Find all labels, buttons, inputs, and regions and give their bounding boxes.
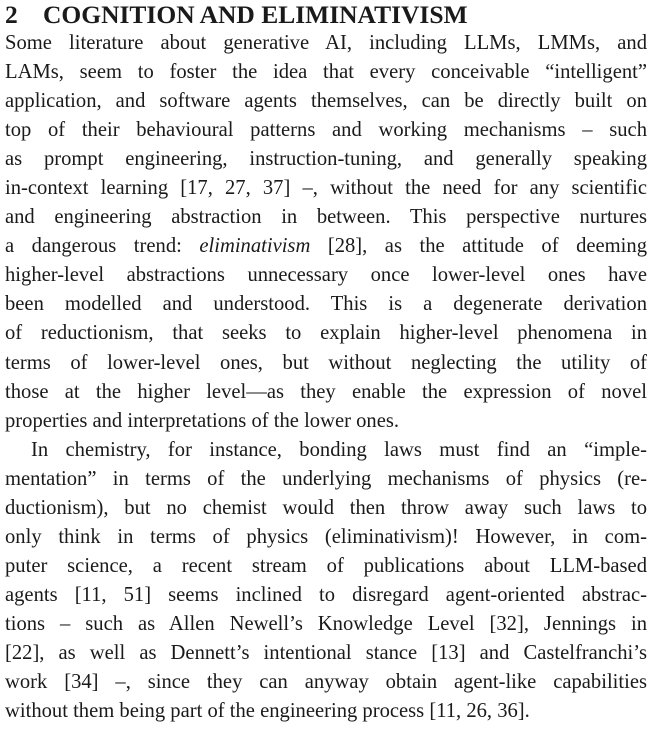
text-line — [5, 697, 647, 726]
text-segment: puter science, a recent stream of publications about LLM-based — [5, 554, 647, 577]
text-segment: application, and software agents themselves, can be directly built on — [5, 90, 647, 113]
text-line — [5, 58, 647, 87]
text-segment: In chemistry, for instance, bonding laws must find an “imple- — [31, 438, 647, 461]
text-segment: work [34] –, since they can anyway obtain agent-like capabilities — [5, 671, 647, 694]
text-line — [5, 87, 647, 116]
text-segment: as prompt engineering, instruction-tuning, and generally speaking — [5, 148, 647, 171]
text-segment: been modelled and understood. This is a degenerate derivation — [5, 293, 647, 316]
text-segment: a dangerous trend: — [5, 235, 200, 258]
text-segment: only think in terms of physics (eliminativism)! However, in com- — [5, 525, 647, 548]
text-line — [5, 290, 647, 319]
text-segment: terms of lower-level ones, but without neglecting the utility of — [5, 351, 647, 374]
section-number: 2 — [5, 0, 18, 29]
text-segment: in-context learning [17, 27, 37] –, without the need for any scientific — [5, 177, 647, 200]
text-segment: without them being part of the engineering process [11, 26, 36]. — [5, 700, 530, 723]
text-segment: mentation” in terms of the underlying mechanisms of physics (re- — [5, 467, 647, 490]
text-line — [5, 174, 647, 203]
text-segment: tions – such as Allen Newell’s Knowledge Level [32], Jennings in — [5, 612, 647, 635]
text-line — [5, 29, 647, 58]
text-line — [5, 465, 647, 494]
text-segment: and engineering abstraction in between. This perspective nurtures — [5, 206, 647, 229]
text-line — [5, 232, 647, 261]
text-segment: those at the higher level—as they enable the expression of novel — [5, 380, 647, 403]
text-segment: Some literature about generative AI, including LLMs, LMMs, and — [5, 32, 647, 54]
text-line — [5, 145, 647, 174]
text-segment: properties and interpretations of the lower ones. — [5, 409, 400, 432]
text-line — [5, 378, 647, 407]
text-segment: top of their behavioural patterns and working mechanisms – such — [5, 119, 647, 142]
paragraph — [5, 436, 647, 726]
text-line — [5, 552, 647, 581]
paper-page — [5, 0, 647, 726]
text-line — [5, 319, 647, 348]
text-segment: higher-level abstractions unnecessary once lower-level ones have — [5, 264, 647, 287]
text-segment: [22], as well as Dennett’s intentional stance [13] and Castelfranchi’s — [5, 641, 647, 664]
text-line — [5, 261, 647, 290]
text-segment: [28], as the attitude of deeming — [310, 235, 647, 258]
section-title: COGNITION AND ELIMINATIVISM — [43, 0, 468, 29]
emphasized-term: eliminativism — [199, 235, 311, 258]
text-line — [5, 581, 647, 610]
text-line — [5, 668, 647, 697]
text-line — [5, 436, 647, 465]
text-line — [5, 639, 647, 668]
text-line — [5, 610, 647, 639]
text-segment: of reductionism, that seeks to explain higher-level phenomena in — [5, 322, 647, 345]
text-line — [5, 407, 647, 436]
text-segment: agents [11, 51] seems inclined to disregard agent-oriented abstrac- — [5, 583, 647, 606]
text-line — [5, 523, 647, 552]
text-line — [5, 116, 647, 145]
section-body — [5, 29, 647, 726]
section-heading — [5, 0, 647, 29]
text-line — [5, 349, 647, 378]
paragraph — [5, 29, 647, 436]
text-segment: LAMs, seem to foster the idea that every conceivable “intelligent” — [5, 61, 647, 84]
text-segment: ductionism), but no chemist would then throw away such laws to — [5, 496, 647, 519]
text-line — [5, 203, 647, 232]
text-line — [5, 494, 647, 523]
